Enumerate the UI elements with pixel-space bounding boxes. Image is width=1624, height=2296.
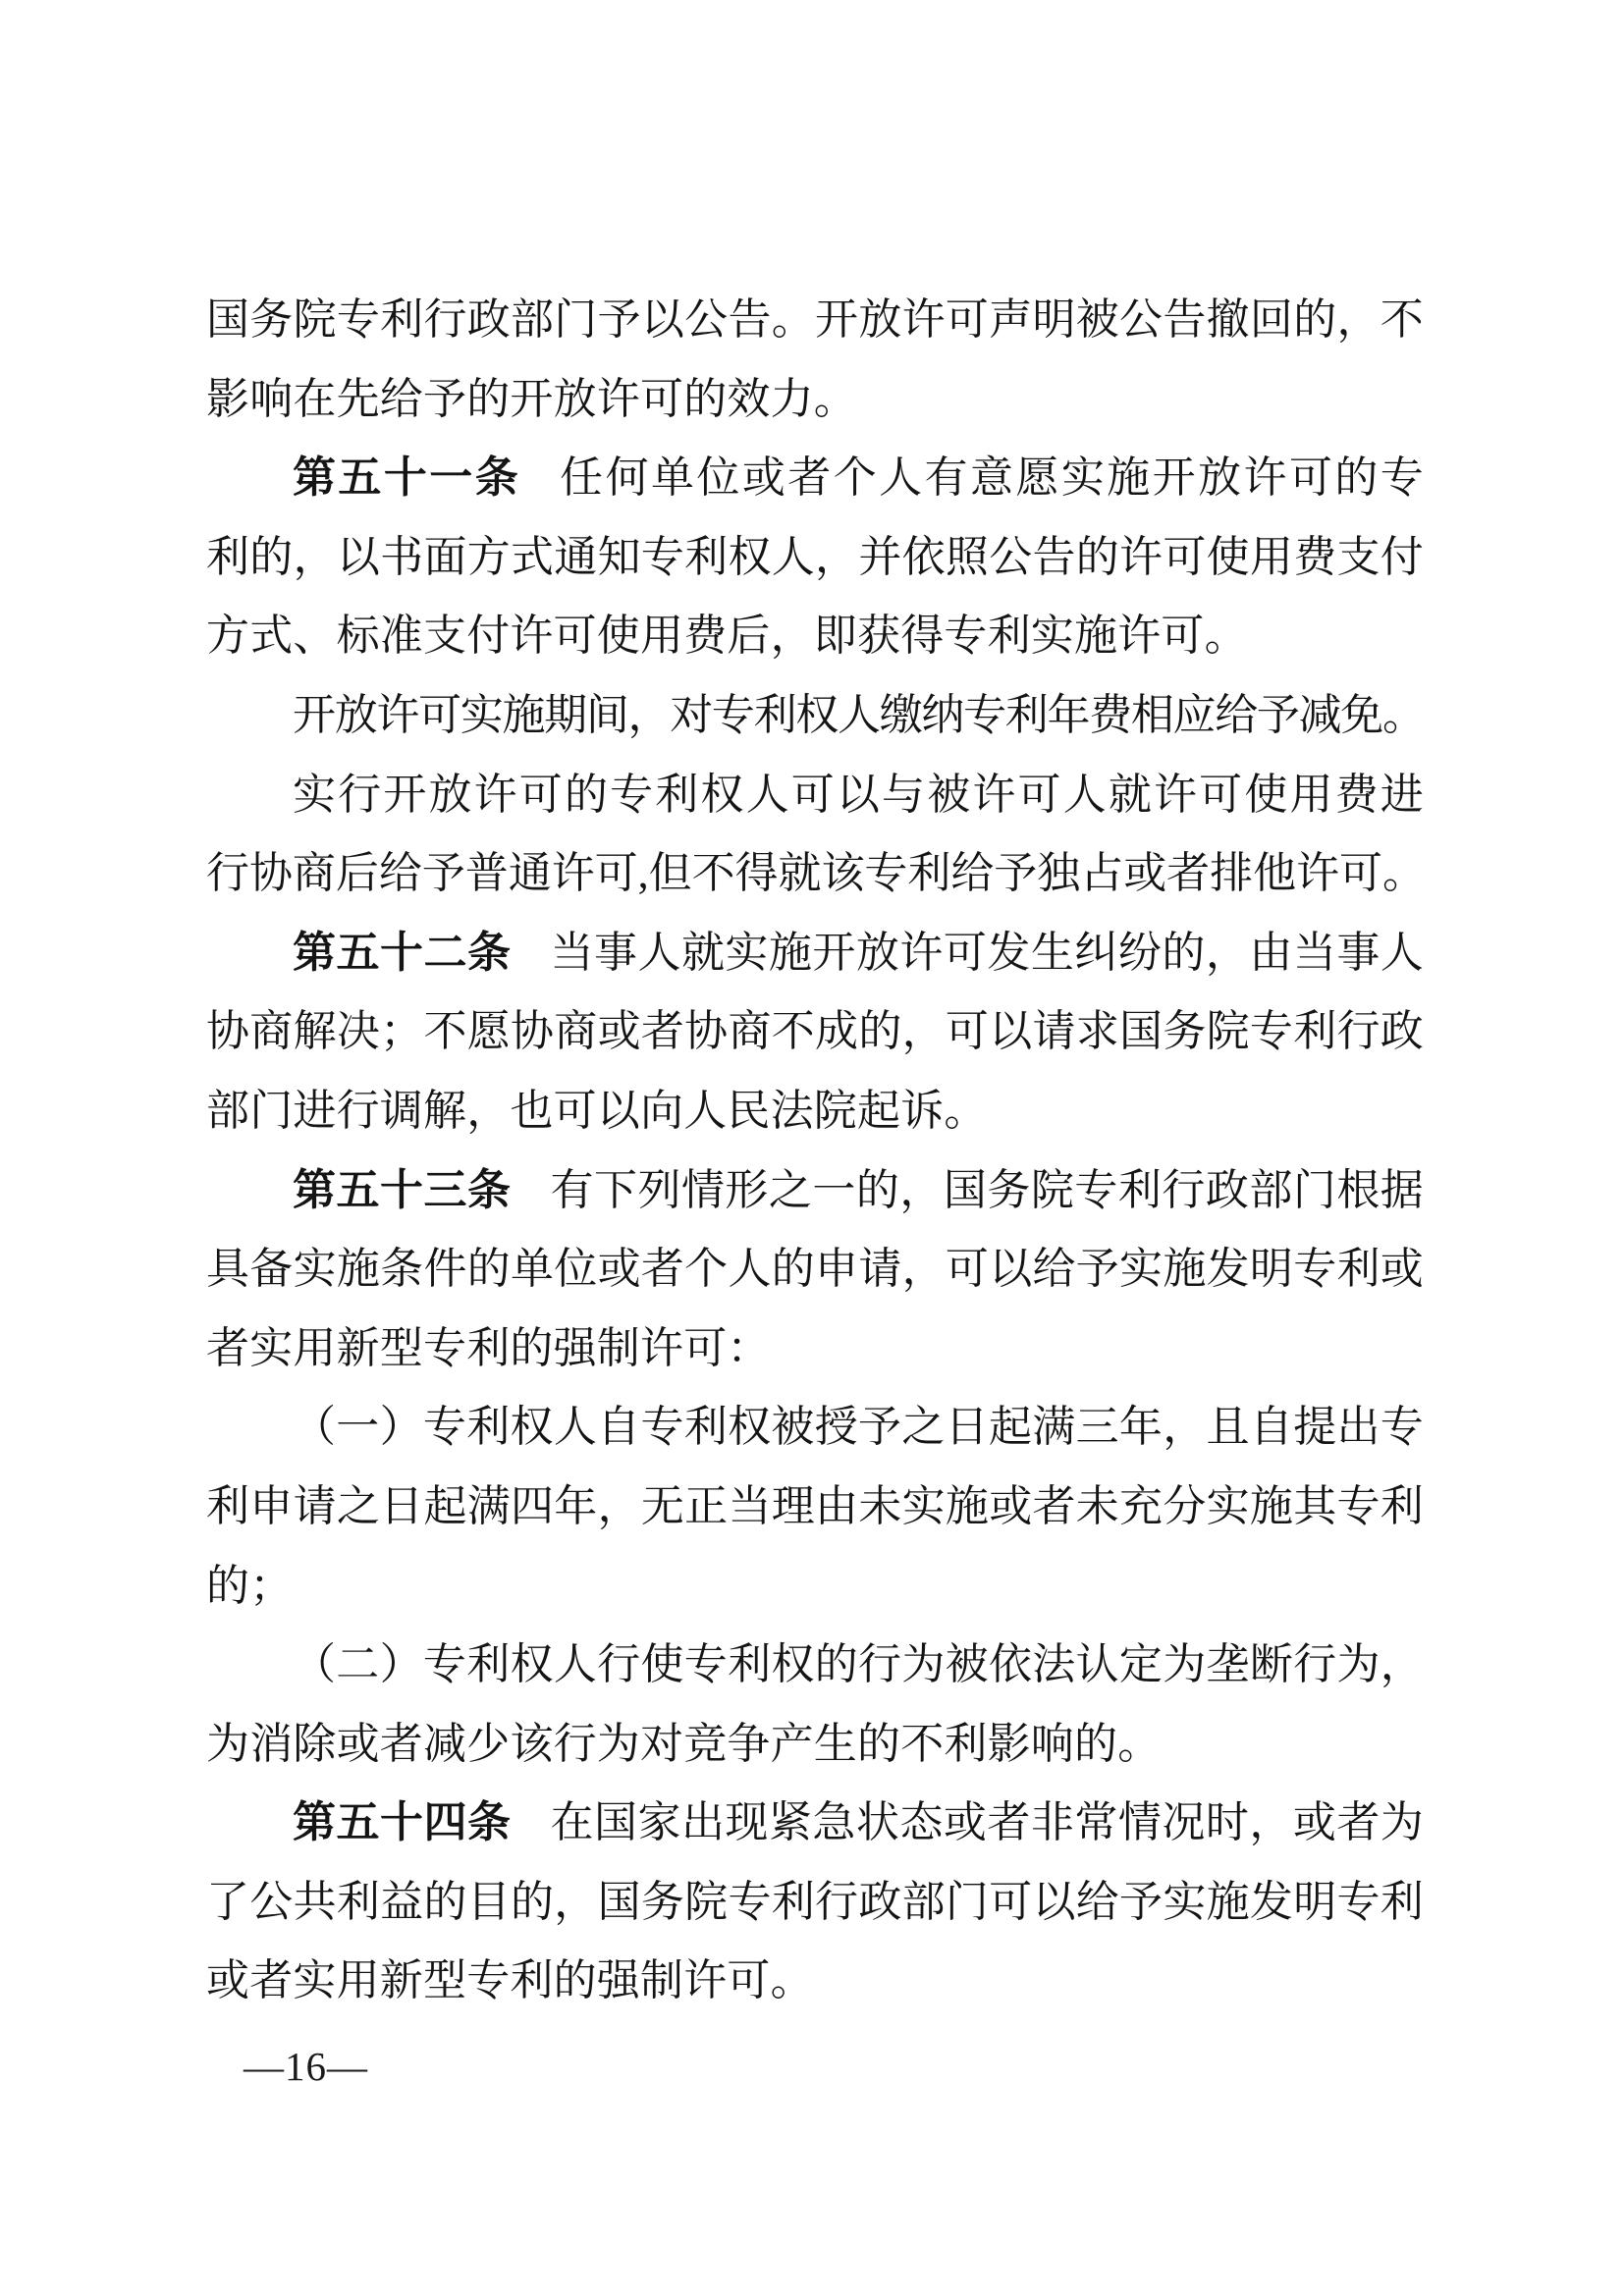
article-number: 第五十一条 bbox=[293, 454, 521, 503]
text-line: 或者实用新型专利的强制许可。 bbox=[206, 1956, 814, 2005]
text-line: 国务院专利行政部门予以公告。开放许可声明被公告撤回的，不 bbox=[206, 295, 1424, 344]
text-line: 实行开放许可的专利权人可以与被许可人就许可使用费进 bbox=[293, 770, 1424, 819]
article-number: 第五十三条 bbox=[293, 1165, 512, 1214]
line-text: 当事人就实施开放许可发生纠纷的，由当事人 bbox=[550, 928, 1425, 977]
text-line: （二）专利权人行使专利权的行为被依法认定为垄断行为， bbox=[293, 1640, 1424, 1689]
line-text: 在国家出现紧急状态或者非常情况时，或者为 bbox=[550, 1798, 1425, 1847]
document-text-block bbox=[206, 281, 1424, 2021]
text-line: 者实用新型专利的强制许可： bbox=[206, 1323, 771, 1372]
text-line: 影响在先给予的开放许可的效力。 bbox=[206, 374, 857, 423]
article-number: 第五十四条 bbox=[293, 1798, 512, 1847]
text-line: 方式、标准支付许可使用费后，即获得专利实施许可。 bbox=[206, 612, 1248, 661]
text-line: （一）专利权人自专利权被授予之日起满三年，且自提出专 bbox=[293, 1403, 1424, 1452]
text-line: 利申请之日起满四年，无正当理由未实施或者未充分实施其专利 bbox=[206, 1481, 1424, 1530]
text-line: 行协商后给予普通许可,但不得就该专利给予独占或者排他许可。 bbox=[206, 849, 1424, 898]
text-line bbox=[206, 439, 1424, 518]
text-line bbox=[206, 1151, 1424, 1231]
text-line bbox=[206, 914, 1424, 993]
text-line bbox=[206, 1784, 1424, 1863]
text-line: 为消除或者减少该行为对竞争产生的不利影响的。 bbox=[206, 1719, 1162, 1768]
text-line: 的； bbox=[206, 1561, 294, 1610]
text-line: 开放许可实施期间，对专利权人缴纳专利年费相应给予减免。 bbox=[293, 690, 1424, 739]
line-text: 任何单位或者个人有意愿实施开放许可的专 bbox=[560, 454, 1424, 503]
text-line: 协商解决；不愿协商或者协商不成的，可以请求国务院专利行政 bbox=[206, 1007, 1424, 1056]
text-line: 具备实施条件的单位或者个人的申请，可以给予实施发明专利或 bbox=[206, 1245, 1424, 1294]
page-number: —16— bbox=[244, 2044, 368, 2089]
text-line: 部门进行调解，也可以向人民法院起诉。 bbox=[206, 1086, 988, 1135]
text-line: 了公共利益的目的，国务院专利行政部门可以给予实施发明专利 bbox=[206, 1877, 1424, 1926]
text-line: 利的，以书面方式通知专利权人，并依照公告的许可使用费支付 bbox=[206, 532, 1424, 581]
line-text: 有下列情形之一的，国务院专利行政部门根据 bbox=[550, 1165, 1425, 1214]
article-number: 第五十二条 bbox=[293, 928, 512, 977]
